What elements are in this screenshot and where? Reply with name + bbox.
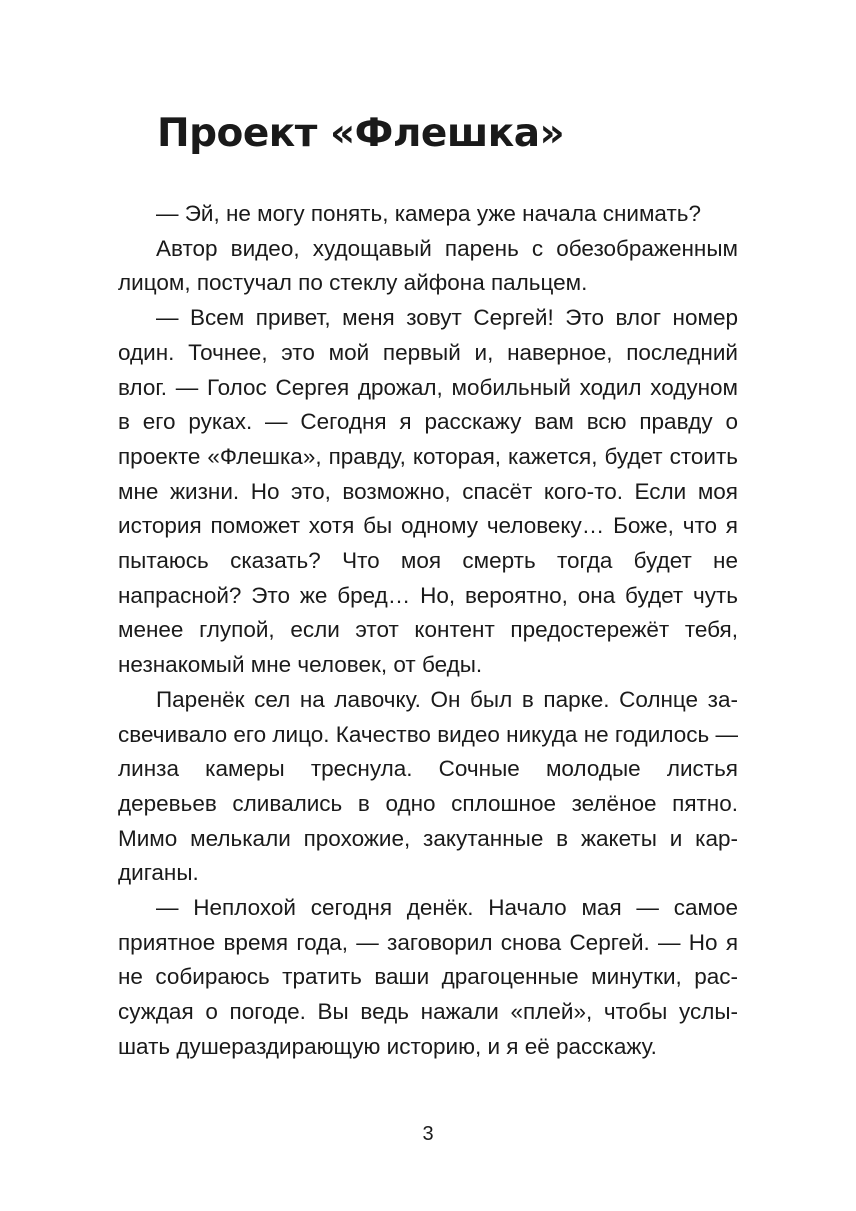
- page-number: 3: [422, 1123, 434, 1145]
- paragraph: Паренёк сел на лавочку. Он был в парке. Солнце засвечивало его лицо. Качество видео никуда не годилось — линза камеры треснула. Сочные молодые листья деревьев сливались в одно сплошное зелёное пятно. Мимо мелькали прохожие, закутанные в жакеты и кардиганы.: [118, 686, 738, 886]
- chapter-title: Проект «Флешка»: [157, 111, 565, 156]
- paragraph: Автор видео, худощавый парень с обезображенным лицом, постучал по стеклу айфона пальцем.: [118, 235, 738, 296]
- paragraph: — Эй, не могу понять, камера уже начала снимать?: [156, 201, 701, 226]
- paragraph: — Неплохой сегодня денёк. Начало мая — самое приятное время года, — заговорил снова Сергей. — Но я не собираюсь тратить ваши драгоценные минутки, рассуждая о погоде. Вы ведь нажали «плей», чтобы услышать душераздирающую историю, и я её расскажу.: [118, 895, 738, 1059]
- paragraph: — Всем привет, меня зовут Сергей! Это влог номер один. Точнее, это мой первый и, наверное, последний влог. — Голос Сергея дрожал, мобильный ходил ходуном в его руках. — Сегодня я расскажу вам всю правду о проекте «Флешка», правду, которая, кажется, будет стоить мне жизни. Но это, возможно, спасёт кого-то. Если моя история поможет хотя бы одному человеку… Боже, что я пытаюсь сказать? Что моя смерть тогда будет не напрасной? Это же бред… Но, вероятно, она будет чуть менее глупой, если этот контент предостережёт тебя, незнакомый мне человек, от беды.: [118, 305, 738, 678]
- chapter-body: [118, 197, 738, 1065]
